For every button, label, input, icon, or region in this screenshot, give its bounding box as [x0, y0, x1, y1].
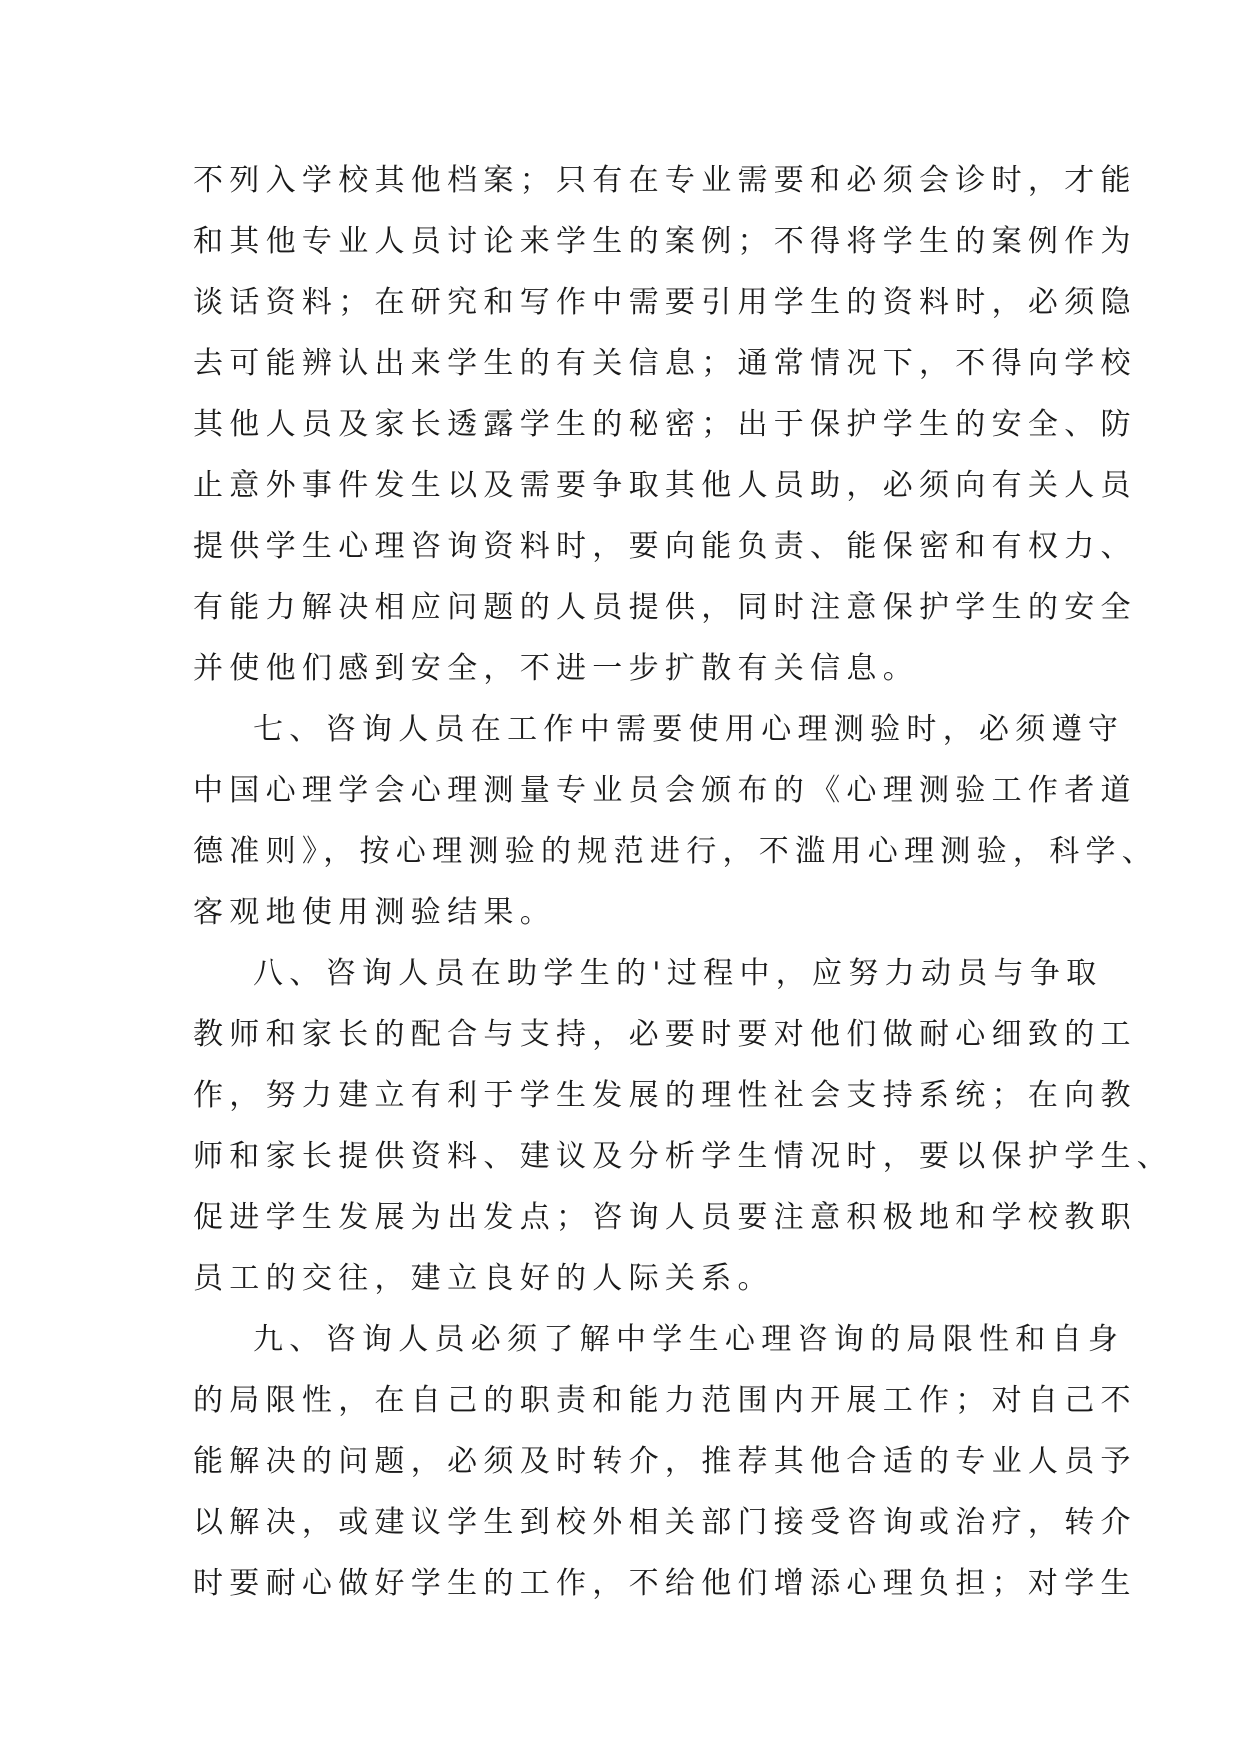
text-line: 谈话资料；在研究和写作中需要引用学生的资料时，必须隐	[193, 285, 1137, 320]
text-line: 的局限性，在自己的职责和能力范围内开展工作；对自己不	[193, 1383, 1137, 1418]
text-line: 以解决，或建议学生到校外相关部门接受咨询或治疗，转介	[193, 1505, 1137, 1540]
text-line: 员工的交往，建立良好的人际关系。	[193, 1261, 774, 1296]
text-line: 提供学生心理咨询资料时，要向能负责、能保密和有权力、	[193, 529, 1137, 564]
text-line: 其他人员及家长透露学生的秘密；出于保护学生的安全、防	[193, 407, 1137, 442]
text-line: 去可能辨认出来学生的有关信息；通常情况下，不得向学校	[193, 346, 1137, 381]
paragraph-9-start: 九、咨询人员必须了解中学生心理咨询的局限性和自身	[253, 1322, 1125, 1357]
paragraph-8-start: 八、咨询人员在助学生的'过程中，应努力动员与争取	[253, 956, 1103, 991]
text-line: 促进学生发展为出发点；咨询人员要注意积极地和学校教职	[193, 1200, 1137, 1235]
text-line: 和其他专业人员讨论来学生的案例；不得将学生的案例作为	[193, 224, 1137, 259]
text-line: 作，努力建立有利于学生发展的理性社会支持系统；在向教	[193, 1078, 1137, 1113]
paragraph-7-start: 七、咨询人员在工作中需要使用心理测验时，必须遵守	[253, 712, 1125, 747]
text-line: 止意外事件发生以及需要争取其他人员助，必须向有关人员	[193, 468, 1137, 503]
text-line: 不列入学校其他档案；只有在专业需要和必须会诊时，才能	[193, 163, 1137, 198]
text-line: 并使他们感到安全，不进一步扩散有关信息。	[193, 651, 919, 686]
text-line: 教师和家长的配合与支持，必要时要对他们做耐心细致的工	[193, 1017, 1137, 1052]
text-line: 能解决的问题，必须及时转介，推荐其他合适的专业人员予	[193, 1444, 1137, 1479]
text-line: 有能力解决相应问题的人员提供，同时注意保护学生的安全	[193, 590, 1137, 625]
text-line: 师和家长提供资料、建议及分析学生情况时，要以保护学生、	[193, 1139, 1174, 1174]
text-line: 德准则》，按心理测验的规范进行，不滥用心理测验，科学、	[193, 834, 1159, 869]
text-line: 客观地使用测验结果。	[193, 895, 556, 930]
text-line: 时要耐心做好学生的工作，不给他们增添心理负担；对学生	[193, 1566, 1137, 1601]
text-line: 中国心理学会心理测量专业员会颁布的《心理测验工作者道	[193, 773, 1137, 808]
